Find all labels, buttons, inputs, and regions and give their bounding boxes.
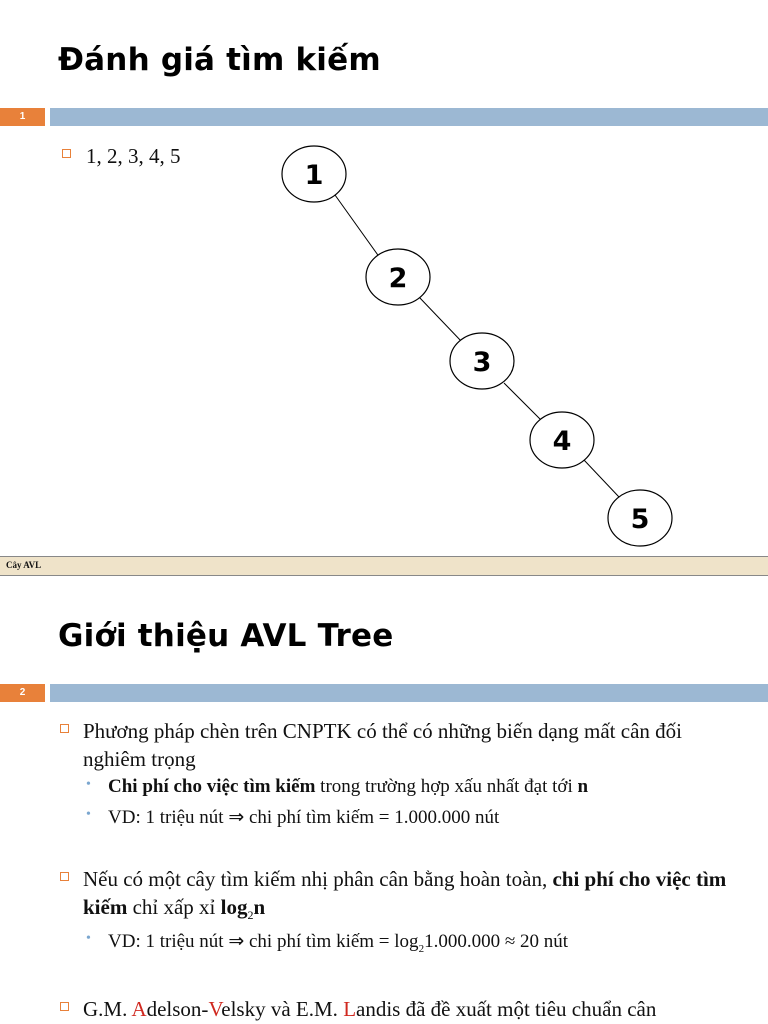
- bullet-text: 1, 2, 3, 4, 5: [86, 144, 181, 168]
- slide-title: Giới thiệu AVL Tree: [58, 618, 394, 654]
- slide-number: 1: [0, 108, 45, 126]
- bold-text: Chi phí cho việc tìm kiếm: [108, 776, 316, 797]
- sub-bullet-item: [86, 930, 568, 955]
- text: elsky và E.M.: [221, 997, 344, 1021]
- tree-edge: [335, 195, 380, 258]
- bold-text: chi phí cho việc tìm kiếm: [83, 867, 727, 919]
- square-bullet-icon: [60, 872, 69, 881]
- bullet-text: Phương pháp chèn trên CNPTK có thể có những biến dạng mất cân đối nghiêm trọng: [83, 719, 682, 771]
- slide-number: 2: [0, 684, 45, 702]
- square-bullet-icon: [60, 724, 69, 733]
- text: trong trường hợp xấu nhất đạt tới: [315, 776, 578, 797]
- highlight-letter: V: [208, 997, 222, 1021]
- slide-2: [0, 578, 768, 1024]
- bullet-item: [60, 865, 740, 929]
- highlight-letter: A: [131, 997, 147, 1021]
- sub-bullet-item: [86, 806, 499, 829]
- slide-footer: [0, 556, 768, 576]
- sub-bullet-text: [108, 930, 568, 955]
- tree-edge: [504, 383, 541, 420]
- subscript: 2: [247, 908, 254, 923]
- square-bullet-icon: [60, 1002, 69, 1011]
- dot-bullet-icon: •: [86, 777, 91, 792]
- text: Nếu có một cây tìm kiếm nhị phân cân bằng hoàn toàn,: [83, 867, 553, 891]
- text: VD: 1 triệu nút ⇒ chi phí tìm kiếm = log: [108, 931, 419, 952]
- bullet-item: [60, 995, 760, 1023]
- bold-text: n: [253, 895, 266, 919]
- footer-text: Cây AVL: [6, 560, 42, 570]
- header-rule: [50, 684, 768, 702]
- bullet-text: [83, 995, 656, 1023]
- bold-text: log: [220, 895, 248, 919]
- text: G.M.: [83, 997, 132, 1021]
- tree-edge: [419, 297, 462, 342]
- tree-node-label: 4: [552, 426, 572, 457]
- dot-bullet-icon: •: [86, 931, 91, 946]
- bullet-text: [83, 865, 740, 929]
- tree-node-label: 2: [388, 263, 408, 294]
- dot-bullet-icon: •: [86, 807, 91, 822]
- text: andis đã đề xuất một tiêu chuẩn cân: [356, 997, 657, 1021]
- sub-bullet-item: [86, 776, 588, 798]
- text: 1.000.000 ≈ 20 nút: [424, 931, 569, 952]
- bold-text: n: [577, 776, 589, 797]
- slide-title: Đánh giá tìm kiếm: [58, 42, 381, 78]
- text: delson-: [146, 997, 209, 1021]
- text: chỉ xấp xỉ: [127, 895, 221, 919]
- bullet-item: [60, 717, 740, 773]
- tree-node-label: 3: [472, 347, 492, 378]
- slide-number-bar: [0, 684, 768, 702]
- sub-bullet-text: VD: 1 triệu nút ⇒ chi phí tìm kiếm = 1.000.000 nút: [108, 807, 500, 828]
- tree-node-label: 1: [304, 160, 324, 191]
- highlight-letter: L: [343, 997, 357, 1021]
- subscript: 2: [418, 942, 425, 955]
- tree-node-label: 5: [630, 504, 650, 535]
- tree-edge: [584, 460, 619, 497]
- sub-bullet-text: [108, 776, 588, 798]
